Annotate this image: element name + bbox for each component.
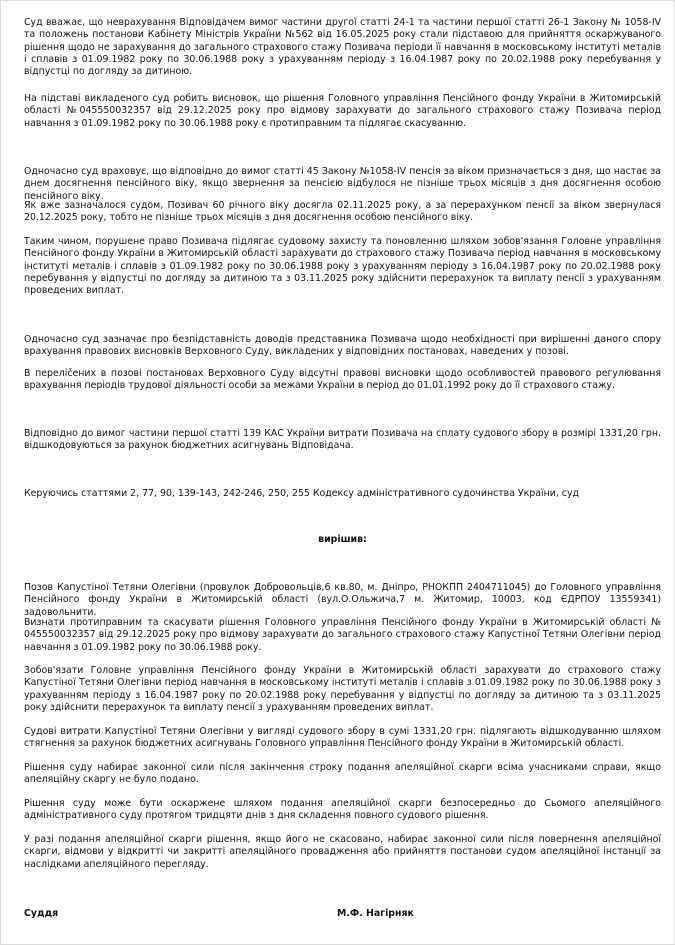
paragraph-supreme-court-conclusions: В переліčених в позові постановах Верховного Суду відсутні правові висновки щодо особливостей правового регулювання врахування періодів трудової діяльності особи за межами України в період до 01.01.1992 року до її страхового стажу. [24,368,661,392]
paragraph-conclusion-unlawful: На підставі викладеного суд робить висновок, що рішення Головного управління Пенсійного фонду України в Житомирській області №045550032357 від 29.12.2025 року про відмову зарахувати до загального страхового стажу Позивача період навчання з 01.09.1982 року по 30.06.1988 року є протиправним та підлягає скасуванню. [24,93,661,129]
paragraph-legal-basis: Керуючись статтями 2, 77, 90, 139-143, 242-246, 250, 255 Кодексу адміністративного судочинства України, суд [24,488,579,499]
decision-heading: вирішив: [318,534,367,545]
paragraph-court-costs: Судові витрати Капустіної Тетяни Олегівни у вигляді судового збору в сумі 1331,20 грн. підлягають відшкодуванню шляхом стягнення за рахунок бюджетних асигнувань Головного управління Пенсійного фонду України в Житомирській області. [24,726,661,750]
paragraph-remedy: Таким чином, порушене право Позивача підлягає судовому захисту та поновленню шляхом зобов'язання Головне управління Пенсійного фонду України в Житомирській області зарахувати до страхового стажу Позивача період навчання в московському інституті металів і сплавів з 01.09.1982 року по 30.06.1988 року з урахуванням періоду з 16.04.1987 року по 20.02.1988 року перебування у відпустці по догляду за дитиною та з 03.11.2025 року здійснити перерахунок та виплату пенсії з урахуванням проведених виплат. [24,236,661,297]
signature-role: Суддя [24,908,59,919]
paragraph-pension-age-rule: Одночасно суд враховує, що відповідно до вимог статті 45 Закону №1058-IV пенсія за віком призначається з дня, що настає за днем досягнення пенсійного віку, якщо звернення за пенсією відбулося не пізніше трьох місяців з дня досягнення особою пенсійного віку. [24,166,661,202]
paragraph-appeal-right: Рішення суду може бути оскаржене шляхом подання апеляційної скарги безпосередньо до Сьомого апеляційного адміністративного суду протягом тридцяти днів з дня складення повного судового рішення. [24,798,661,822]
signature-name: М.Ф. Нагірняк [337,908,414,919]
paragraph-entry-into-force: Рішення суду набирає законної сили після закінчення строку подання апеляційної скарги всіма учасниками справи, якщо апеляційну скаргу не було подано. [24,762,661,786]
paragraph-obligation: Зобов'язати Головне управління Пенсійного фонду України в Житомирській області зарахувати до страхового стажу Капустіної Тетяни Олегівни період навчання в московському інституті металів і сплавів з 01.09.1982 року по 30.06.1988 року з урахуванням періоду з 16.04.1987 року по 20.02.1988 року перебування у відпустці по догляду за дитиною та з 03.11.2025 року здійснити перерахунок та виплату пенсії з урахуванням проведених виплат. [24,665,661,713]
paragraph-filing-date: Як вже зазначалося судом, Позивач 60 річного віку досягла 02.11.2025 року, а за перерахунком пенсії за віком звернулася 20.12.2025 року, тобто не пізніше трьох місяців з дня досягнення особою пенсійного віку. [24,200,661,224]
paragraph-appeal-effect: У разі подання апеляційної скарги рішення, якщо його не скасовано, набирає законної сили після повернення апеляційної скарги, відмови у відкритті чи закритті апеляційного провадження або прийняття постанови судом апеляційної інстанції за наслідками апеляційного перегляду. [24,834,661,870]
paragraph-court-fee: Відповідно до вимог частини першої статті 139 КАС України витрати Позивача на сплату судового збору в розмірі 1331,20 грн. відшкодовуються за рахунок бюджетних асигнувань Відповідача. [24,428,661,452]
paragraph-annul-decision: Визнати протиправним та скасувати рішення Головного управління Пенсійного фонду України в Житомирській області № 045550032357 від 29.12.2025 року про відмову зарахувати до загального страхового стажу Капустіної Тетяни Олегівни період навчання з 01.09.1982 року по 30.06.1988 року. [24,617,661,653]
paragraph-supreme-court-arguments: Одночасно суд зазначає про безпідставність доводів представника Позивача щодо необхідності при вирішенні даного спору врахування правових висновків Верховного Суду, викладених у відповідних постановах, наведених у позові. [24,334,661,358]
paragraph-claim-granted: Позов Капустіної Тетяни Олегівни (провулок Добровольців,6 кв.80, м. Дніпро, РНОКПП 2404711045) до Головного управління Пенсійного фонду України в Житомирській області (вул.О.Ольжича,7 м. Житомир, 10003, код ЄДРПОУ 13559341) задовольнити. [24,582,661,618]
paragraph-court-finding: Суд вважає, що неврахування Відповідачем вимог частини другої статті 24-1 та частини першої статті 26-1 Закону № 1058-IV та положень постанови Кабінету Міністрів України №562 від 16.05.2025 року стали підставою для прийняття оскаржуваного рішення щодо не зарахування до загального страхового стажу Позивача періоди її навчання в московському інституті металів і сплавів з 01.09.1982 року по 30.06.1988 року з урахуванням періоду з 16.04.1987 року по 20.02.1988 року перебування у відпустці по догляду за дитиною. [24,17,661,78]
